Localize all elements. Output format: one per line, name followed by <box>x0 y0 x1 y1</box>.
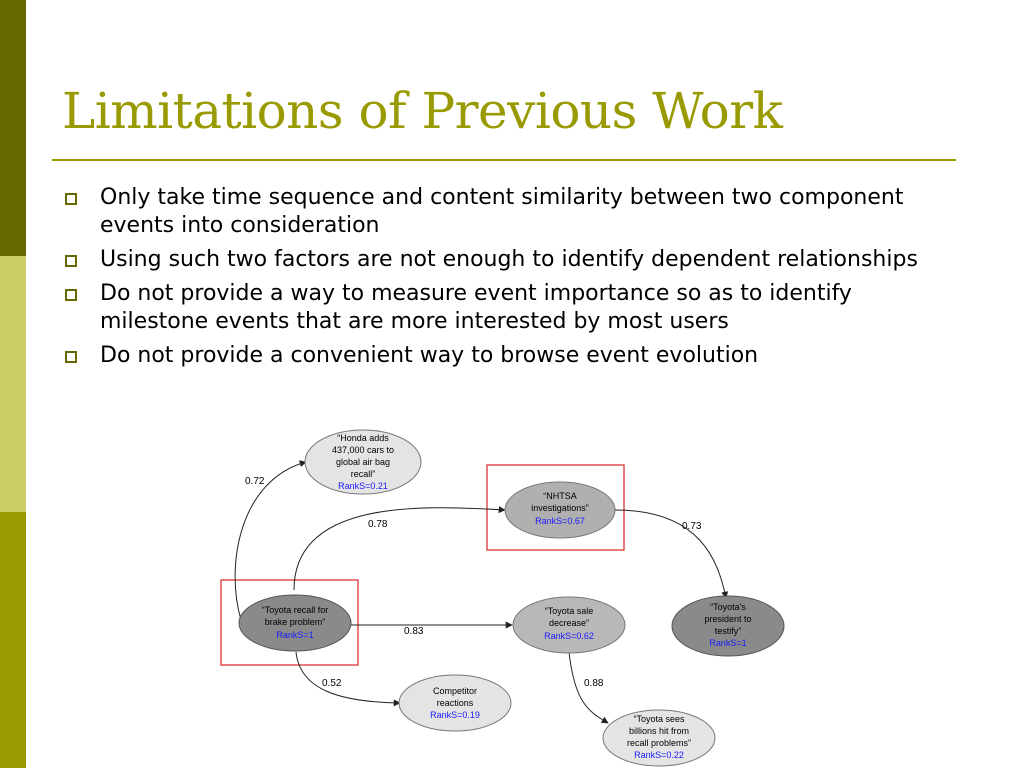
node-toyota-recall <box>239 595 351 651</box>
node-label-line: recall problems” <box>626 738 692 748</box>
node-label-line: “Toyota sees <box>633 714 685 724</box>
edge-label-toyota-nhtsa: 0.78 <box>368 519 388 530</box>
node-label-line: decrease” <box>548 618 590 628</box>
node-label-line: president to <box>704 614 752 624</box>
node-president <box>672 596 784 656</box>
node-toyota-sale <box>513 597 625 653</box>
node-honda <box>305 430 421 494</box>
bullet-text: Only take time sequence and content similarity between two component events into consideration <box>100 185 904 238</box>
edge-toyota-nhtsa <box>294 508 505 590</box>
node-label-line: 437,000 cars to <box>331 445 395 455</box>
node-rank: RankS=1 <box>276 630 314 640</box>
node-label-line: “Honda adds <box>337 433 389 443</box>
node-label-line: global air bag <box>335 457 391 467</box>
node-label-line: recall” <box>350 469 376 479</box>
node-label-line: “Toyota's <box>710 602 746 612</box>
node-label-line: Competitor <box>432 686 478 696</box>
node-rank: RankS=0.22 <box>634 750 684 760</box>
node-nhtsa <box>505 482 615 538</box>
edge-label-toyota-competitor: 0.52 <box>322 678 342 689</box>
edge-toyota-competitor <box>296 652 400 703</box>
node-rank: RankS=0.67 <box>535 516 585 526</box>
node-competitor <box>399 675 511 731</box>
slide-title: Limitations of Previous Work <box>62 82 783 140</box>
edge-label-toyota-sale: 0.83 <box>404 626 424 637</box>
node-billions <box>603 710 715 766</box>
edge-label-nhtsa-president: 0.73 <box>682 521 702 532</box>
node-rank: RankS=0.21 <box>338 481 388 491</box>
node-label-line: “Toyota recall for <box>261 605 329 615</box>
node-rank: RankS=0.62 <box>544 631 594 641</box>
node-rank: RankS=1 <box>709 638 747 648</box>
edge-label-sale-billions: 0.88 <box>584 678 604 689</box>
node-label-line: brake problem” <box>264 617 326 627</box>
edge-label-toyota-honda: 0.72 <box>245 476 265 487</box>
bullet-text: Do not provide a convenient way to browse event evolution <box>100 343 759 368</box>
node-label-line: “NHTSA <box>543 491 577 501</box>
node-label-line: billions hit from <box>628 726 690 736</box>
node-label-line: reactions <box>436 698 474 708</box>
node-label-line: “Toyota sale <box>544 606 594 616</box>
bullet-text: Do not provide a way to measure event importance so as to identify milestone events that are more interested by most users <box>100 281 852 334</box>
node-rank: RankS=0.19 <box>430 710 480 720</box>
node-label-line: testify” <box>714 626 742 636</box>
edge-nhtsa-president <box>615 510 726 598</box>
bullet-text: Using such two factors are not enough to identify dependent relationships <box>100 247 918 272</box>
node-label-line: investigations” <box>531 503 589 513</box>
